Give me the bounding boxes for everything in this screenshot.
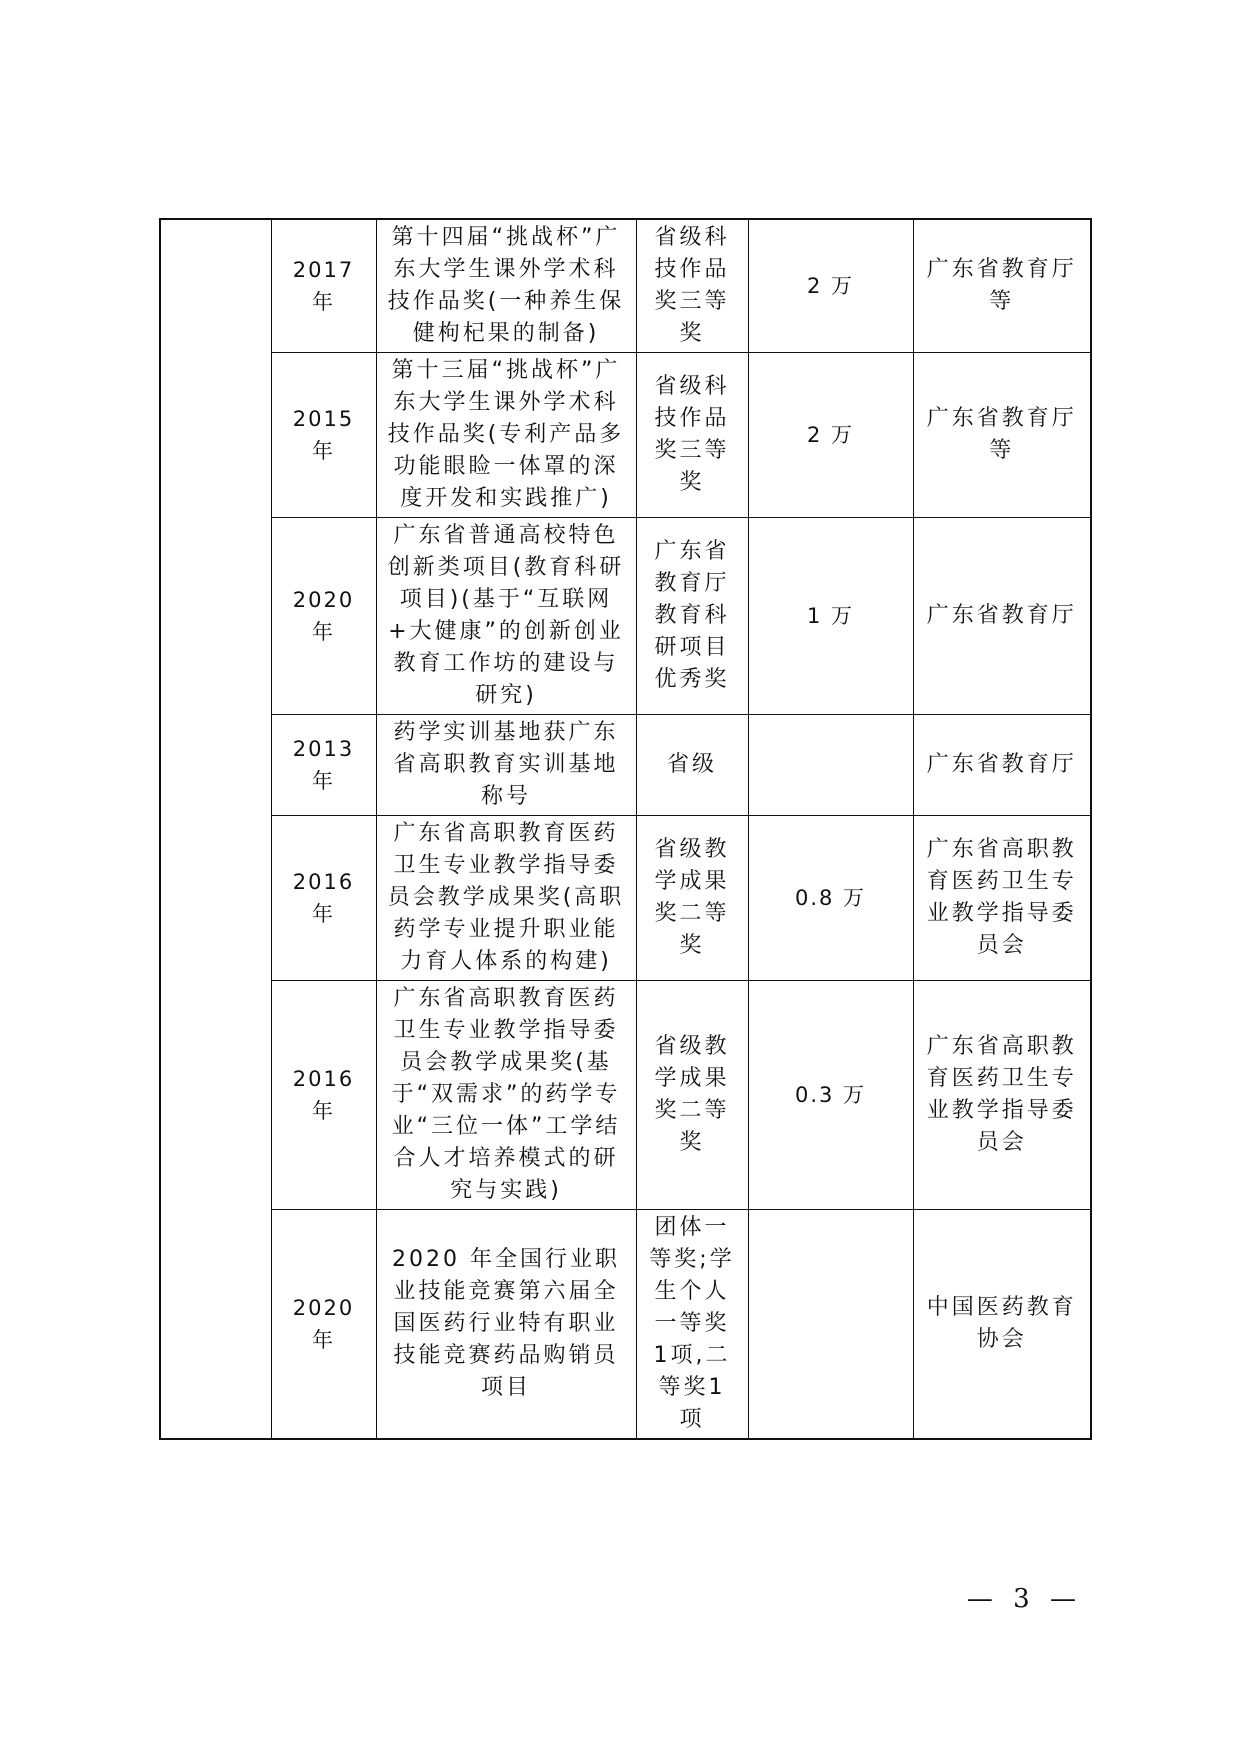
award-level-cell: 省级 <box>636 715 748 816</box>
year-cell: 2015 年 <box>271 353 376 518</box>
project-cell: 广东省高职教育医药卫生专业教学指导委员会教学成果奖(基于“双需求”的药学专业“三位一体”工学结合人才培养模式的研究与实践) <box>376 981 636 1210</box>
issuer-cell: 广东省教育厅等 <box>913 353 1091 518</box>
table-row <box>160 353 1091 518</box>
issuer-cell: 广东省教育厅 <box>913 715 1091 816</box>
project-cell: 第十三届“挑战杯”广东大学生课外学术科技作品奖(专利产品多功能眼睑一体罩的深度开发和实践推广) <box>376 353 636 518</box>
award-level-cell: 团体一等奖;学生个人一等奖1项,二等奖1项 <box>636 1210 748 1440</box>
table-row <box>160 981 1091 1210</box>
award-level-cell: 省级教学成果奖二等奖 <box>636 816 748 981</box>
year-cell: 2017 年 <box>271 219 376 353</box>
amount-cell: 0.8 万 <box>748 816 913 981</box>
project-cell: 广东省普通高校特色创新类项目(教育科研项目)(基于“互联网+大健康”的创新创业教育工作坊的建设与研究) <box>376 518 636 715</box>
year-cell: 2020 年 <box>271 518 376 715</box>
award-level-cell: 省级科技作品奖三等奖 <box>636 219 748 353</box>
award-level-cell: 省级科技作品奖三等奖 <box>636 353 748 518</box>
table-row <box>160 1210 1091 1440</box>
issuer-cell: 广东省高职教育医药卫生专业教学指导委员会 <box>913 981 1091 1210</box>
issuer-cell: 广东省教育厅 <box>913 518 1091 715</box>
table-row <box>160 816 1091 981</box>
issuer-cell: 广东省教育厅等 <box>913 219 1091 353</box>
page-number: — 3 — <box>966 1584 1082 1614</box>
amount-cell <box>748 715 913 816</box>
year-cell: 2016 年 <box>271 981 376 1210</box>
amount-cell: 2 万 <box>748 353 913 518</box>
issuer-cell: 广东省高职教育医药卫生专业教学指导委员会 <box>913 816 1091 981</box>
table-row <box>160 219 1091 353</box>
amount-cell: 1 万 <box>748 518 913 715</box>
issuer-cell: 中国医药教育协会 <box>913 1210 1091 1440</box>
project-cell: 药学实训基地获广东省高职教育实训基地称号 <box>376 715 636 816</box>
amount-cell: 2 万 <box>748 219 913 353</box>
table-row <box>160 518 1091 715</box>
amount-cell <box>748 1210 913 1440</box>
awards-table <box>159 218 1092 1440</box>
year-cell: 2020 年 <box>271 1210 376 1440</box>
year-cell: 2013 年 <box>271 715 376 816</box>
project-cell: 2020 年全国行业职业技能竞赛第六届全国医药行业特有职业技能竞赛药品购销员项目 <box>376 1210 636 1440</box>
award-level-cell: 广东省教育厅教育科研项目优秀奖 <box>636 518 748 715</box>
table-row <box>160 715 1091 816</box>
amount-cell: 0.3 万 <box>748 981 913 1210</box>
merged-blank-cell <box>160 219 271 1439</box>
project-cell: 广东省高职教育医药卫生专业教学指导委员会教学成果奖(高职药学专业提升职业能力育人体系的构建) <box>376 816 636 981</box>
project-cell: 第十四届“挑战杯”广东大学生课外学术科技作品奖(一种养生保健枸杞果的制备) <box>376 219 636 353</box>
year-cell: 2016 年 <box>271 816 376 981</box>
award-level-cell: 省级教学成果奖二等奖 <box>636 981 748 1210</box>
